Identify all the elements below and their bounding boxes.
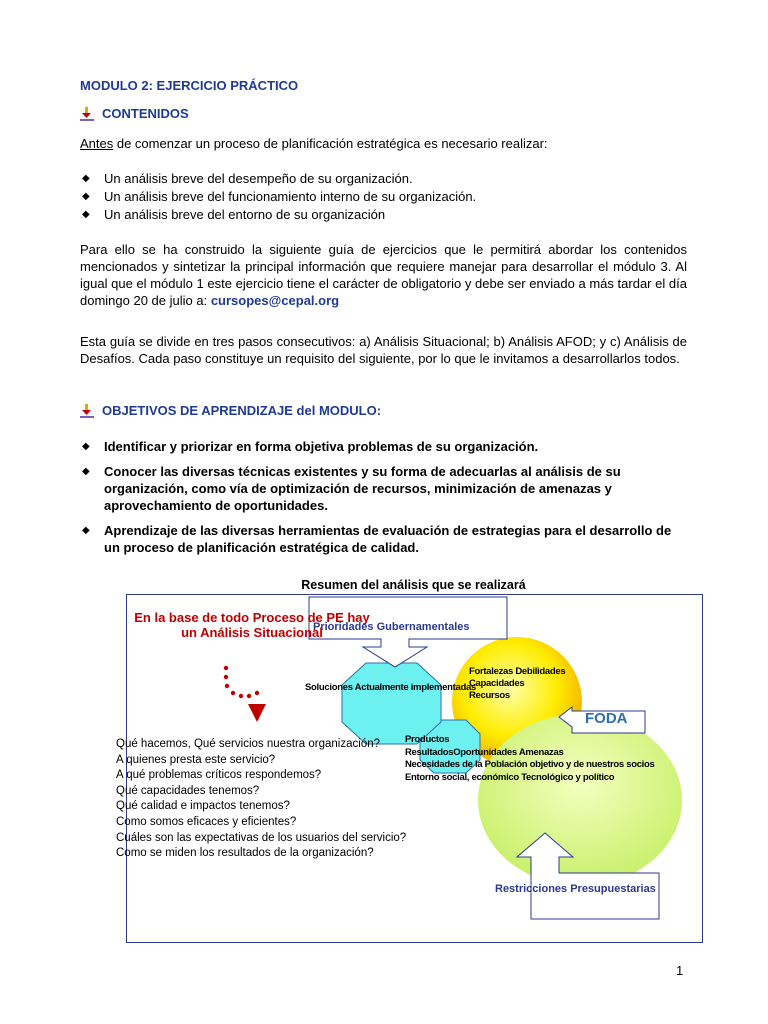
contenidos-heading-text: CONTENIDOS <box>102 106 189 121</box>
list-item: ◆ Aprendizaje de las diversas herramientas de evaluación de estrategias para el desarrollo de un proceso de planificación estratégica de calidad. <box>80 522 687 556</box>
necesidades-label: Necesidades de la Población objetivo y de nuestros socios <box>405 759 655 770</box>
restricciones-label: Restricciones Presupuestarias <box>495 883 656 895</box>
objetivos-heading-text: OBJETIVOS DE APRENDIZAJE del MODULO: <box>102 403 382 418</box>
objetivos-list <box>80 438 687 564</box>
objetivos-heading <box>80 403 381 418</box>
foda-label: FODA <box>585 710 628 727</box>
recursos-label: Recursos <box>469 690 510 701</box>
dotted-arrow-icon <box>224 666 266 722</box>
list-item: ◆ Un análisis breve del entorno de su organización <box>80 206 687 224</box>
diagram-caption: Resumen del análisis que se realizará <box>301 578 526 592</box>
capacidades-label: Capacidades <box>469 678 525 689</box>
list-item: ◆ Un análisis breve del funcionamiento interno de su organización. <box>80 188 687 206</box>
soluciones-octagon <box>342 663 441 744</box>
email-link[interactable]: cursopes@cepal.org <box>210 293 340 308</box>
analysis-diagram <box>116 594 703 943</box>
list-item: ◆ Un análisis breve del desempeño de su organización. <box>80 170 687 188</box>
question-item: A quienes presta este servicio? <box>116 753 276 766</box>
question-item: Qué hacemos, Qué servicios nuestra organización? <box>116 738 381 750</box>
list-item: ◆ Conocer las diversas técnicas existentes y su forma de adecuarlas al análisis de su organización, como vía de optimización de recursos, minimización de amenazas y aprovechamiento de oportunidades. <box>80 463 687 514</box>
question-item: Como se miden los resultados de la organización? <box>116 847 374 860</box>
resultados-label: ResultadosOportunidades Amenazas <box>405 746 564 758</box>
intro-rest: de comenzar un proceso de planificación estratégica es necesario realizar: <box>113 136 548 151</box>
soluciones-label: Soluciones Actualmente implementadas <box>305 682 476 693</box>
question-item: A qué problemas críticos respondemos? <box>116 769 322 782</box>
question-item: Cuáles son las expectativas de los usuarios del servicio? <box>116 831 407 844</box>
questions-list <box>116 737 406 862</box>
arrow-marker-icon <box>80 107 94 121</box>
base-heading-line1: En la base de todo Proceso de PE hay <box>134 610 370 625</box>
question-item: Qué calidad e impactos tenemos? <box>116 800 290 813</box>
intro-paragraph <box>80 135 687 152</box>
productos-label: Productos <box>405 734 450 745</box>
page-title: MODULO 2: EJERCICIO PRÁCTICO <box>80 78 299 93</box>
contenidos-heading <box>80 106 189 121</box>
fortalezas-block <box>469 666 565 702</box>
analysis-list <box>80 170 687 224</box>
instructions-paragraph <box>80 241 687 309</box>
prioridades-label: Prioridades Gubernamentales <box>313 621 470 633</box>
base-heading-line2: un Análisis Situacional <box>181 625 323 640</box>
steps-paragraph: Esta guía se divide en tres pasos consecutivos: a) Análisis Situacional; b) Análisis AFOD; y c) Análisis de Desafíos. Cada paso constituye un requisito del siguiente, por lo que le invitamos a desarrollarlos todos. <box>80 334 687 366</box>
page-number: 1 <box>676 963 684 978</box>
fortalezas-label: Fortalezas Debilidades <box>469 666 566 677</box>
question-item: Qué capacidades tenemos? <box>116 784 260 797</box>
entorno-block <box>405 734 655 784</box>
question-item: Como somos eficaces y eficientes? <box>116 815 297 828</box>
instructions-text: Para ello se ha construido la siguiente guía de ejercicios que le permitirá abordar los contenidos mencionados y sintetizar la principal información que requiere manejar para desarrollar el módulo 3. Al igual que el módulo 1 este ejercicio tiene el carácter de obligatorio y debe ser enviado a más tardar el día domingo 20 de julio a: <box>80 242 687 308</box>
entorno-label: Entorno social, económico Tecnológico y político <box>405 771 615 783</box>
arrow-marker-icon <box>80 404 94 418</box>
list-item: ◆ Identificar y priorizar en forma objetiva problemas de su organización. <box>80 438 687 455</box>
intro-lead: Antes <box>80 136 114 151</box>
